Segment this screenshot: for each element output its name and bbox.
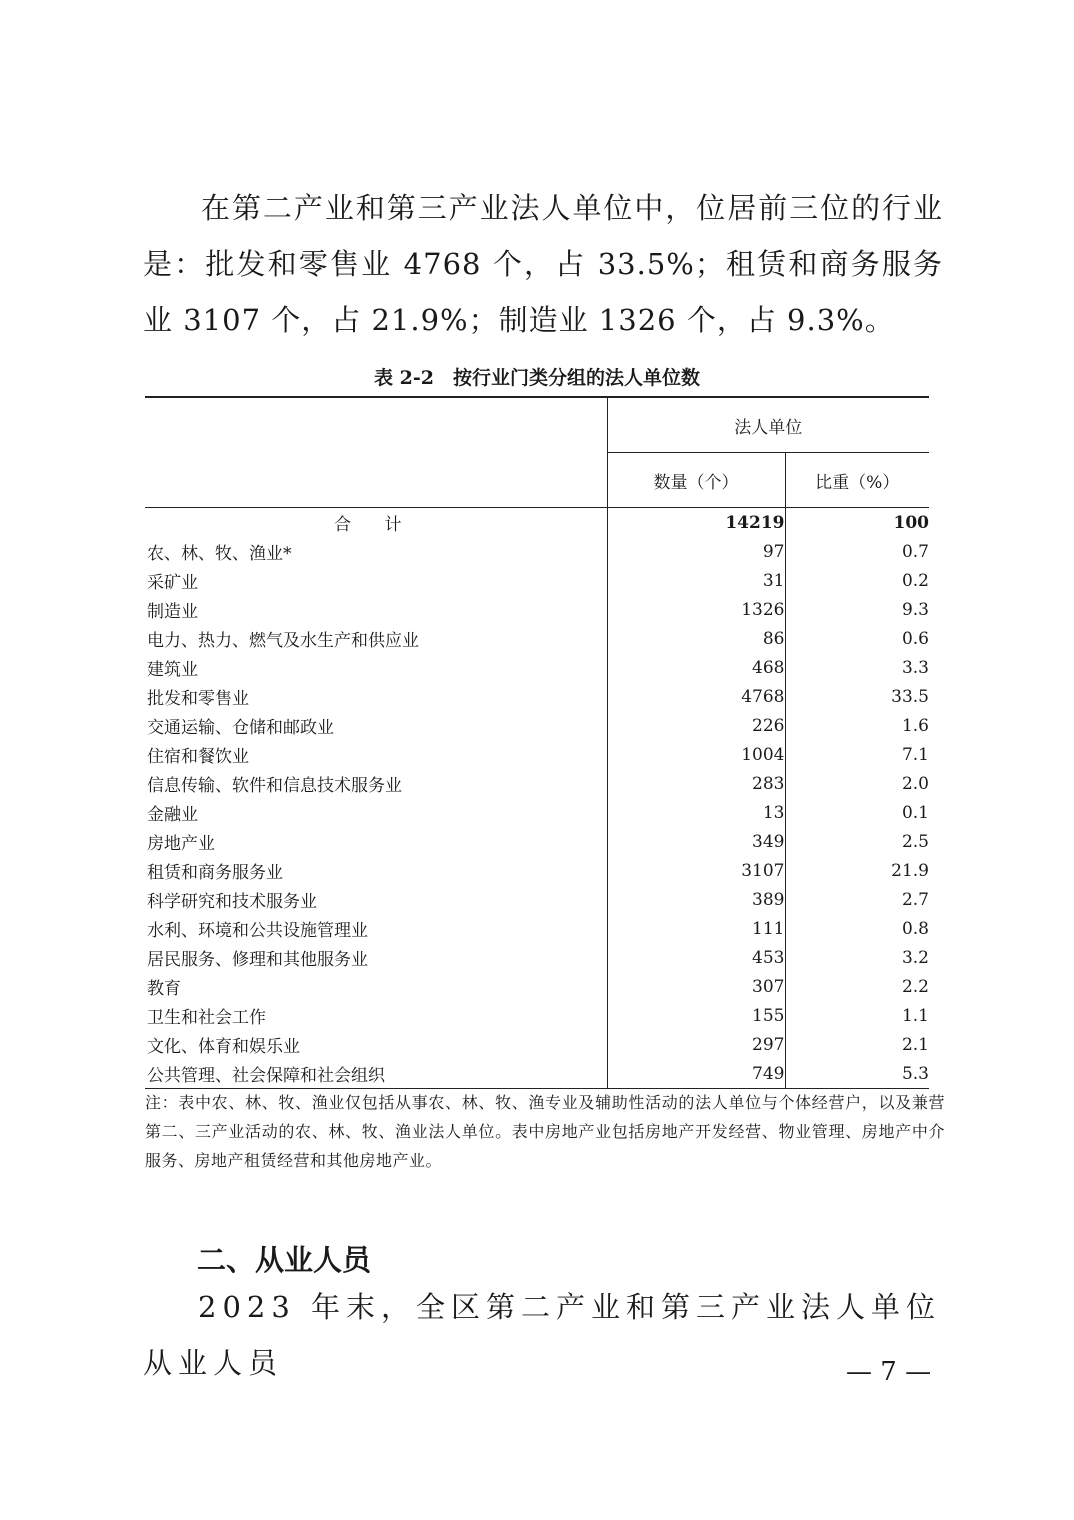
row-share: 21.9	[785, 856, 929, 885]
table-row	[145, 740, 929, 769]
row-share: 3.3	[785, 653, 929, 682]
header-share: 比重（%）	[785, 453, 929, 508]
row-share: 33.5	[785, 682, 929, 711]
intro-paragraph: 在第二产业和第三产业法人单位中，位居前三位的行业是：批发和零售业 4768 个，占 33.5%；租赁和商务服务业 3107 个，占 21.9%；制造业 1326 个，占 9.3%。	[143, 191, 943, 337]
header-legal-units: 法人单位	[607, 397, 929, 453]
row-count: 389	[607, 885, 785, 914]
row-industry-name: 金融业	[147, 805, 198, 825]
row-industry-name: 卫生和社会工作	[147, 1008, 266, 1028]
total-row	[145, 508, 929, 538]
row-share: 0.1	[785, 798, 929, 827]
row-share: 2.1	[785, 1030, 929, 1059]
row-industry-name: 房地产业	[147, 834, 215, 854]
row-count: 307	[607, 972, 785, 1001]
row-industry-name: 住宿和餐饮业	[147, 747, 249, 767]
row-count: 1326	[607, 595, 785, 624]
table-row	[145, 943, 929, 972]
row-share: 0.7	[785, 537, 929, 566]
industry-table	[145, 396, 929, 1089]
row-share: 2.7	[785, 885, 929, 914]
table-row	[145, 972, 929, 1001]
row-industry-name: 交通运输、仓储和邮政业	[147, 718, 334, 738]
total-count: 14219	[607, 508, 785, 538]
row-industry-name: 租赁和商务服务业	[147, 863, 283, 883]
table-caption: 表 2-2 按行业门类分组的法人单位数	[374, 367, 700, 389]
row-count: 468	[607, 653, 785, 682]
table-row	[145, 885, 929, 914]
row-count: 226	[607, 711, 785, 740]
row-count: 297	[607, 1030, 785, 1059]
row-industry-name: 教育	[147, 979, 181, 999]
table-row	[145, 566, 929, 595]
row-industry-name: 建筑业	[147, 660, 198, 680]
row-count: 97	[607, 537, 785, 566]
header-count: 数量（个）	[607, 453, 785, 508]
table-row	[145, 769, 929, 798]
row-share: 3.2	[785, 943, 929, 972]
total-share: 100	[785, 508, 929, 538]
row-count: 3107	[607, 856, 785, 885]
table-row	[145, 856, 929, 885]
row-industry-name: 批发和零售业	[147, 689, 249, 709]
row-count: 453	[607, 943, 785, 972]
row-count: 86	[607, 624, 785, 653]
table-row	[145, 1001, 929, 1030]
row-count: 111	[607, 914, 785, 943]
row-share: 5.3	[785, 1059, 929, 1089]
row-share: 2.0	[785, 769, 929, 798]
table-row	[145, 653, 929, 682]
row-share: 1.6	[785, 711, 929, 740]
row-industry-name: 农、林、牧、渔业*	[147, 544, 292, 564]
table-row	[145, 595, 929, 624]
row-industry-name: 采矿业	[147, 573, 198, 593]
row-industry-name: 水利、环境和公共设施管理业	[147, 921, 368, 941]
row-share: 7.1	[785, 740, 929, 769]
header-blank-cell	[145, 397, 607, 508]
table-row	[145, 1030, 929, 1059]
row-industry-name: 科学研究和技术服务业	[147, 892, 317, 912]
row-count: 349	[607, 827, 785, 856]
page-number: — 7 —	[846, 1357, 932, 1387]
table-note: 注：表中农、林、牧、渔业仅包括从事农、林、牧、渔专业及辅助性活动的法人单位与个体经营户，以及兼营第二、三产业活动的农、林、牧、渔业法人单位。表中房地产业包括房地产开发经营、物业管理、房地产中介服务、房地产租赁经营和其他房地产业。	[145, 1093, 945, 1170]
total-label: 合 计	[145, 508, 607, 538]
row-count: 283	[607, 769, 785, 798]
table-row	[145, 537, 929, 566]
closing-paragraph: 2023 年末，全区第二产业和第三产业法人单位从业人员	[143, 1290, 942, 1380]
row-count: 749	[607, 1059, 785, 1089]
row-count: 31	[607, 566, 785, 595]
table-row	[145, 711, 929, 740]
row-share: 0.6	[785, 624, 929, 653]
table-row	[145, 1059, 929, 1089]
row-count: 4768	[607, 682, 785, 711]
row-industry-name: 文化、体育和娱乐业	[147, 1037, 300, 1057]
table-row	[145, 682, 929, 711]
table-row	[145, 914, 929, 943]
row-count: 1004	[607, 740, 785, 769]
table-row	[145, 798, 929, 827]
row-share: 2.2	[785, 972, 929, 1001]
row-count: 155	[607, 1001, 785, 1030]
section-title: 二、从业人员	[197, 1243, 372, 1277]
table-row	[145, 624, 929, 653]
row-industry-name: 制造业	[147, 602, 198, 622]
row-share: 2.5	[785, 827, 929, 856]
table-row	[145, 827, 929, 856]
row-count: 13	[607, 798, 785, 827]
row-industry-name: 信息传输、软件和信息技术服务业	[147, 776, 402, 796]
row-share: 0.2	[785, 566, 929, 595]
row-share: 9.3	[785, 595, 929, 624]
row-industry-name: 居民服务、修理和其他服务业	[147, 950, 368, 970]
row-share: 0.8	[785, 914, 929, 943]
row-industry-name: 公共管理、社会保障和社会组织	[145, 1059, 607, 1089]
row-industry-name: 电力、热力、燃气及水生产和供应业	[147, 631, 419, 651]
row-share: 1.1	[785, 1001, 929, 1030]
